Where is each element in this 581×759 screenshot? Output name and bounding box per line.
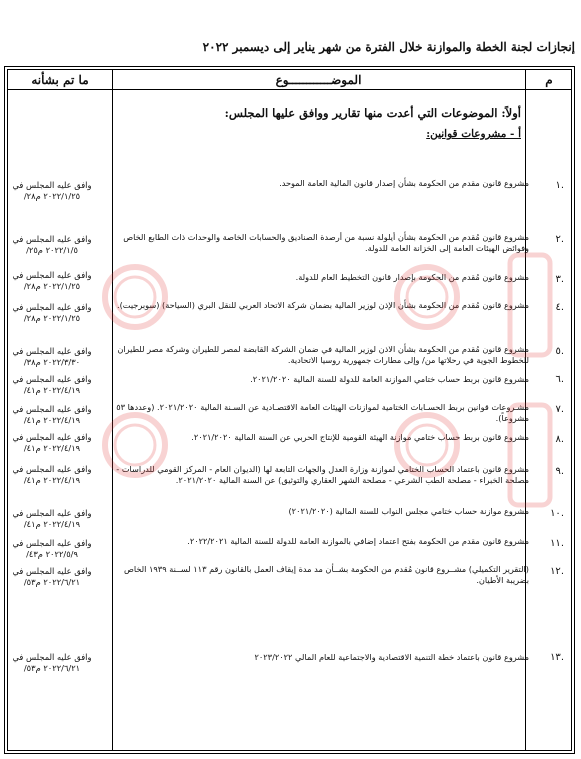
header-divider [8,89,571,90]
row-topic: مشروع قانون مُقدم من الحكومة بشأن الإذن لوزير المالية بضمان شركة الاتحاد العربي للنقل البري (السياحة) (سوبرجيت). [116,300,529,310]
row-action: وافق عليه المجلس في ٢٠٢٢/٣/٣٠ م٣٨/ [12,346,92,367]
row-topic: مشروع قانون مُقدم من الحكومة بشأن الاذن لوزير المالية في ضمان الشركة القابضة لمصر للطيران وشركة مصر للطيران للخطوط الجوية في رحلاتها من/ وإلى مطارات جمهورية روسيا الاتحادية. [117,344,529,365]
row-action: وافق عليه المجلس في ٢٠٢٢/٦/٢١ م٥٣/ [12,652,92,673]
row-topic: مشروع قانون بربط حساب ختامي موازنة الهيئة القومية للإنتاج الحربي عن السنة المالية ٢٠٢١/٢٠٢٠. [191,432,529,442]
row-action: وافق عليه المجلس في ٢٠٢٢/٦/٢١ م٥٣/ [12,566,92,587]
header-action: ما تم بشأنه [31,73,89,87]
row-topic: مشروع قانون بربط حساب ختامي الموازنة العامة للدولة للسنة المالية ٢٠٢١/٢٠٢٠. [250,374,529,384]
row-number: .١١ [550,538,564,549]
section-heading: أولاً: الموضوعات التي أعدت منها تقارير ووافق عليها المجلس: [224,106,521,120]
row-number: .٢ [555,234,564,245]
row-action: وافق عليه المجلس في ٢٠٢٢/٥/٩ م٤٣/ [12,538,92,559]
row-topic: مشـروعات قوانين بربط الحسـابات الختامية لموازنات الهيئات العامة الاقتصـادية عن السـنة المالية ٢٠٢١/٢٠٢٠. (وعددها ٥٣ مشروعاً). [116,402,529,423]
row-topic: مشروع قانون باعتماد خطة التنمية الاقتصادية والاجتماعية للعام المالي ٢٠٢٣/٢٠٢٢ [254,652,529,662]
row-number: .٧ [555,404,564,415]
row-number: .٦ [555,374,564,385]
row-number: .١٢ [550,566,564,577]
row-action: وافق عليه المجلس في ٢٠٢٢/٤/١٩ م٤١/ [12,432,92,453]
row-number: .٨ [555,434,564,445]
row-topic: مشروع موازنة حساب ختامي مجلس النواب للسنة المالية (٢٠٢١/٢٠٢٠) [288,506,529,516]
row-action: وافق عليه المجلس في ٢٠٢٢/٤/١٩ م٤١/ [12,374,92,395]
row-topic: مشروع قانون مُقدم من الحكومة بإصدار قانون التخطيط العام للدولة. [295,272,529,282]
row-action: وافق عليه المجلس في ٢٠٢٢/١/٢٥ م٢٨/ [12,302,92,323]
row-topic: مشروع قانون مقدم من الحكومة بشأن إصدار قانون المالية العامة الموحد. [279,178,529,188]
page-title: إنجازات لجنة الخطة والموازنة خلال الفترة من شهر يناير إلى ديسمبر ٢٠٢٢ [202,40,575,54]
row-number: .١ [555,180,564,191]
row-number: .٣ [555,274,564,285]
row-action: وافق عليه المجلس في ٢٠٢٢/٤/١٩ م٤١/ [12,404,92,425]
row-topic: مشروع قانون مُقدم من الحكومة بشأن أيلولة نسبة من أرصدة الصناديق والحسابات الخاصة والوحدات ذات الطابع الخاص وفوائض الهيئات العامة إلى الخزانة العامة للدولة. [123,232,529,253]
row-number: .٥ [555,346,564,357]
row-topic: مشروع قانون باعتماد الحساب الختامي لموازنة وزارة العدل والجهات التابعة لها (الديوان العام - المركز القومي للدراسات - مصلحة الخبراء - مصلحة الطب الشرعي - مصلحة الشهر العقاري والتوثيق) عن السنة المالية ٢٠٢١/٢٠٢٠. [116,464,529,485]
row-action: وافق عليه المجلس في ٢٠٢٢/١/٢٥ م٢٨/ [12,270,92,291]
row-action: وافق عليه المجلس في ٢٠٢٢/١/٥ م٢٥/ [12,234,92,255]
row-action: وافق عليه المجلس في ٢٠٢٢/٤/١٩ م٤١/ [12,508,92,529]
row-topic: (التقرير التكميلي) مشــروع قانون مُقدم من الحكومة بشــأن مد مدة إيقاف العمل بالقانون رقم ١١٣ لســنة ١٩٣٩ الخاص بضريبة الأطيان. [123,564,529,585]
subsection-heading: أ - مشروعات قوانين: [426,128,521,140]
row-topic: مشروع قانون مقدم من الحكومة بفتح اعتماد إضافي بالموازنة العامة للدولة للسنة المالية ٢٠٢٢/٢٠٢١. [187,536,529,546]
row-action: وافق عليه المجلس في ٢٠٢٢/٤/١٩ م٤١/ [12,464,92,485]
row-number: .٤ [555,302,564,313]
header-number: م [545,73,553,87]
row-number: .١٣ [550,652,564,663]
row-action: وافق عليه المجلس في ٢٠٢٢/١/٢٥ م٢٨/ [12,180,92,201]
header-topic: الموضــــــــــــوع [275,73,362,87]
row-number: .١٠ [550,508,564,519]
row-number: .٩ [555,466,564,477]
